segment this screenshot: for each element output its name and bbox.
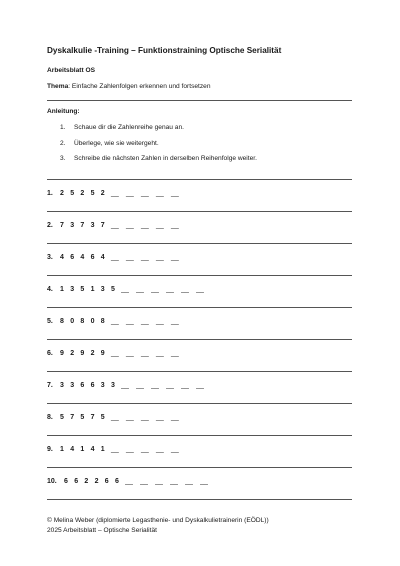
instruction-step — [47, 155, 257, 171]
answer-blank[interactable]: __ — [166, 286, 174, 293]
step-number: 2. — [60, 139, 66, 147]
answer-blank[interactable]: __ — [110, 414, 119, 421]
exercise-number: 2. — [47, 222, 53, 229]
topic-line — [47, 83, 211, 90]
footer — [47, 516, 269, 535]
exercise-row — [47, 253, 186, 263]
sequence-digit: 6 — [114, 478, 119, 485]
exercise-row — [47, 317, 186, 327]
answer-blank[interactable]: __ — [136, 382, 144, 389]
instruction-step — [47, 124, 184, 140]
topic-text: : Einfache Zahlenfolgen erkennen und fortsetzen — [68, 83, 211, 90]
step-text: Schaue dir die Zahlenreihe genau an. — [74, 124, 184, 131]
answer-blank[interactable]: __ — [155, 350, 164, 357]
sequence-digit: 5 — [80, 414, 85, 421]
sequence-digit: 2 — [94, 478, 99, 485]
answer-blank[interactable]: __ — [125, 190, 134, 197]
sequence-digit: 4 — [100, 254, 105, 261]
divider — [47, 371, 352, 372]
divider — [47, 100, 352, 101]
answer-blank[interactable]: __ — [110, 318, 119, 325]
answer-blank[interactable]: __ — [166, 382, 174, 389]
footer-copyright: © Melina Weber (diplomierte Legasthenie- und Dyskalkulietrainerin (EÖDL)) — [47, 517, 269, 524]
sequence-digit: 1 — [60, 286, 64, 293]
answer-blank[interactable]: __ — [155, 478, 163, 485]
answer-blank[interactable]: __ — [125, 446, 134, 453]
sequence-digit: 8 — [100, 318, 105, 325]
divider — [47, 339, 352, 340]
answer-blank[interactable]: __ — [121, 382, 129, 389]
sequence-digit: 3 — [100, 286, 105, 293]
divider — [47, 243, 352, 244]
exercise-number: 1. — [47, 190, 53, 197]
answer-blank[interactable]: __ — [125, 254, 134, 261]
answer-blank[interactable]: __ — [181, 286, 189, 293]
sequence-digit: 1 — [60, 446, 64, 453]
sequence-digit: 3 — [70, 222, 75, 229]
answer-blank[interactable]: __ — [151, 382, 159, 389]
answer-blank[interactable]: __ — [170, 446, 179, 453]
answer-blank[interactable]: __ — [125, 222, 134, 229]
answer-blank[interactable]: __ — [196, 286, 204, 293]
sequence-digit: 7 — [90, 414, 95, 421]
divider — [47, 211, 352, 212]
exercise-row — [47, 349, 186, 359]
sequence-digit: 2 — [90, 350, 95, 357]
sequence-digit: 6 — [74, 478, 79, 485]
instructions-heading: Anleitung: — [47, 108, 80, 115]
sequence-digit: 2 — [60, 190, 64, 197]
answer-blank[interactable]: __ — [181, 382, 189, 389]
answer-blank[interactable]: __ — [151, 286, 159, 293]
exercise-row — [47, 381, 211, 391]
exercise-number: 6. — [47, 350, 53, 357]
footer-year-title: 2025 Arbeitsblatt – Optische Serialität — [47, 526, 157, 534]
sequence-digit: 5 — [100, 414, 105, 421]
answer-blank[interactable]: __ — [155, 190, 164, 197]
sequence-digit: 4 — [80, 254, 85, 261]
answer-blank[interactable]: __ — [155, 222, 164, 229]
answer-blank[interactable]: __ — [155, 254, 164, 261]
exercise-number: 5. — [47, 318, 53, 325]
sequence-digit: 4 — [90, 446, 95, 453]
sequence-digit: 6 — [90, 382, 95, 389]
answer-blank[interactable]: __ — [110, 254, 119, 261]
answer-blank[interactable]: __ — [110, 350, 119, 357]
answer-blank[interactable]: __ — [110, 190, 119, 197]
step-text: Überlege, wie sie weitergeht. — [74, 139, 159, 147]
answer-blank[interactable]: __ — [170, 254, 179, 261]
sequence-digit: 7 — [70, 414, 75, 421]
sequence-digit: 2 — [84, 478, 89, 485]
instruction-step — [47, 139, 159, 156]
divider — [47, 435, 352, 436]
worksheet-subtitle: Arbeitsblatt OS — [47, 67, 95, 74]
sequence-digit: 4 — [70, 446, 75, 453]
sequence-digit: 1 — [90, 286, 95, 293]
sequence-digit: 6 — [90, 254, 95, 261]
sequence-digit: 7 — [60, 222, 64, 229]
answer-blank[interactable]: __ — [110, 222, 119, 229]
sequence-digit: 9 — [80, 350, 85, 357]
answer-blank[interactable]: __ — [155, 318, 164, 325]
topic-label: Thema — [47, 83, 69, 90]
sequence-digit: 8 — [80, 318, 85, 325]
answer-blank[interactable]: __ — [140, 478, 148, 485]
answer-blank[interactable]: __ — [200, 478, 208, 485]
exercise-row — [47, 445, 186, 455]
divider — [47, 499, 352, 500]
sequence-digit: 5 — [110, 286, 115, 293]
answer-blank[interactable]: __ — [140, 254, 149, 261]
exercise-row — [47, 413, 186, 423]
sequence-digit: 4 — [60, 254, 64, 261]
sequence-digit: 9 — [100, 350, 105, 357]
sequence-digit: 6 — [70, 254, 75, 261]
sequence-digit: 3 — [60, 382, 64, 389]
exercise-row — [47, 285, 211, 295]
sequence-digit: 3 — [100, 382, 105, 389]
exercise-number: 8. — [47, 414, 53, 421]
sequence-digit: 3 — [70, 382, 75, 389]
answer-blank[interactable]: __ — [125, 478, 133, 485]
answer-blank[interactable]: __ — [140, 414, 149, 421]
sequence-digit: 3 — [110, 382, 115, 389]
sequence-digit: 7 — [100, 222, 105, 229]
answer-blank[interactable]: __ — [155, 414, 164, 421]
answer-blank[interactable]: __ — [125, 318, 134, 325]
answer-blank[interactable]: __ — [125, 414, 134, 421]
answer-blank[interactable]: __ — [140, 318, 149, 325]
instructions-list — [47, 124, 257, 171]
sequence-digit: 8 — [60, 318, 64, 325]
sequence-digit: 5 — [90, 190, 95, 197]
answer-blank[interactable]: __ — [140, 446, 149, 453]
answer-blank[interactable]: __ — [196, 382, 204, 389]
answer-blank[interactable]: __ — [110, 446, 119, 453]
answer-blank[interactable]: __ — [140, 350, 149, 357]
sequence-digit: 1 — [80, 446, 85, 453]
answer-blank[interactable]: __ — [170, 350, 179, 357]
answer-blank[interactable]: __ — [140, 222, 149, 229]
divider — [47, 275, 352, 276]
sequence-digit: 5 — [80, 286, 85, 293]
sequence-digit: 0 — [90, 318, 95, 325]
answer-blank[interactable]: __ — [140, 190, 149, 197]
exercise-number: 9. — [47, 446, 53, 453]
sequence-digit: 5 — [70, 190, 75, 197]
sequence-digit: 3 — [90, 222, 95, 229]
sequence-digit: 3 — [70, 286, 75, 293]
sequence-digit: 6 — [64, 478, 68, 485]
answer-blank[interactable]: __ — [170, 318, 179, 325]
step-number: 1. — [60, 124, 66, 131]
page-title: Dyskalkulie -Training – Funktionstraining Optische Serialität — [47, 46, 282, 55]
sequence-digit: 0 — [70, 318, 75, 325]
sequence-digit: 9 — [60, 350, 64, 357]
answer-blank[interactable]: __ — [136, 286, 144, 293]
exercise-number: 4. — [47, 286, 53, 293]
divider — [47, 403, 352, 404]
answer-blank[interactable]: __ — [170, 478, 178, 485]
sequence-digit: 2 — [100, 190, 105, 197]
sequence-digit: 2 — [70, 350, 75, 357]
sequence-digit: 1 — [100, 446, 105, 453]
exercise-row — [47, 189, 186, 199]
divider — [47, 307, 352, 308]
divider — [47, 467, 352, 468]
step-text: Schreibe die nächsten Zahlen in derselben Reihenfolge weiter. — [74, 155, 257, 162]
answer-blank[interactable]: __ — [155, 446, 164, 453]
answer-blank[interactable]: __ — [170, 414, 179, 421]
exercise-number: 3. — [47, 254, 53, 261]
sequence-digit: 5 — [60, 414, 64, 421]
exercise-number: 7. — [47, 382, 53, 389]
sequence-digit: 7 — [80, 222, 85, 229]
exercise-number: 10. — [47, 478, 57, 485]
answer-blank[interactable]: __ — [125, 350, 134, 357]
answer-blank[interactable]: __ — [170, 190, 179, 197]
answer-blank[interactable]: __ — [121, 286, 129, 293]
sequence-digit: 6 — [80, 382, 85, 389]
answer-blank[interactable]: __ — [170, 222, 179, 229]
exercise-row — [47, 477, 215, 487]
divider — [47, 179, 352, 180]
exercise-row — [47, 221, 186, 231]
answer-blank[interactable]: __ — [185, 478, 193, 485]
sequence-digit: 2 — [80, 190, 85, 197]
step-number: 3. — [60, 155, 66, 162]
sequence-digit: 6 — [104, 478, 109, 485]
